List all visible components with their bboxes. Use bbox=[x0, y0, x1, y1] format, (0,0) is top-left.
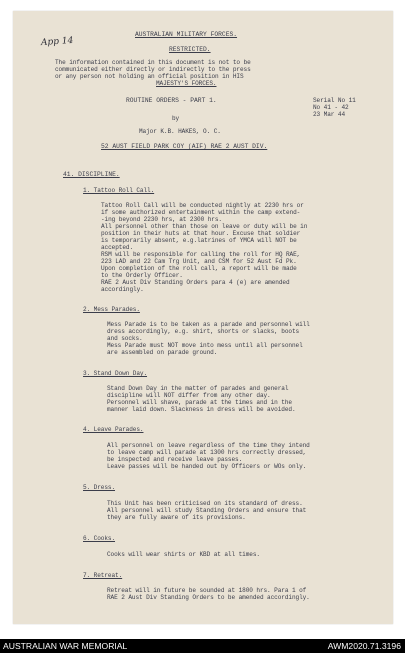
item-title: 4. Leave Parades. bbox=[83, 426, 144, 433]
section-title: 41. DISCIPLINE. bbox=[63, 171, 120, 178]
item-title: 1. Tattoo Roll Call. bbox=[83, 187, 155, 194]
item-title: 3. Stand Down Day. bbox=[83, 370, 148, 377]
item-line: and socks. bbox=[107, 335, 143, 342]
item-line: discipline will NOT differ from any other day. bbox=[107, 392, 271, 399]
item-line: All personnel will study Standing Orders and ensure that bbox=[107, 507, 307, 514]
item-line: is temporarily absent, e.g.latrines of YMCA will NOT be bbox=[101, 237, 297, 244]
item-line: Leave passes will be handed out by Officers or WOs only. bbox=[107, 463, 307, 470]
item-line: dress accordingly, e.g. shirt, shorts or slacks, boots bbox=[107, 328, 300, 335]
item-line: Retreat will in future be sounded at 1800 hrs. Para 1 of bbox=[107, 587, 307, 594]
item-line: This Unit has been criticised on its standard of dress. bbox=[107, 500, 303, 507]
item-line: accordingly. bbox=[101, 286, 144, 293]
item-line: to leave camp will parade at 1300 hrs correctly dressed, bbox=[107, 449, 307, 456]
archive-footer bbox=[0, 639, 405, 653]
item-line: All personnel other than those on leave or duty will be in bbox=[101, 223, 308, 230]
notice-line: communicated either directly or indirectly to the press bbox=[55, 66, 251, 73]
item-line: RSM will be responsible for calling the roll for HQ RAE, bbox=[101, 251, 301, 258]
handwritten-annotation: App 14 bbox=[40, 35, 74, 49]
item-line: Stand Down Day in the matter of parades and general bbox=[107, 385, 289, 392]
serial-line: 23 Mar 44 bbox=[313, 111, 346, 118]
item-line: -ing beyond 2230 hrs, at 2300 hrs. bbox=[101, 216, 222, 223]
item-line: Mess Parade must NOT move into mess until all personnel bbox=[107, 342, 303, 349]
item-line: to the Orderly Officer. bbox=[101, 272, 183, 279]
signatory: Major K.B. HAKES, O. C. bbox=[139, 128, 221, 135]
item-line: RAE 2 Aust Div Standing Orders to be amended accordingly. bbox=[107, 594, 310, 601]
serial-line: Serial No 11 bbox=[313, 97, 356, 104]
item-line: Cooks will wear shirts or KBD at all times. bbox=[107, 551, 260, 558]
item-line: Upon completion of the roll call, a report will be made bbox=[101, 265, 297, 272]
unit-name: 52 AUST FIELD PARK COY (AIF) RAE 2 AUST DIV. bbox=[101, 143, 268, 150]
item-line: Tattoo Roll Call will be conducted nightly at 2230 hrs or bbox=[101, 202, 304, 209]
item-title: 2. Mess Parades. bbox=[83, 306, 140, 313]
item-line: manner laid down. Slackness in dress will be avoided. bbox=[107, 406, 296, 413]
item-line: if some authorized entertainment within the camp extend- bbox=[101, 209, 301, 216]
item-line: All personnel on leave regardless of the time they intend bbox=[107, 442, 310, 449]
item-line: accepted. bbox=[101, 244, 134, 251]
notice-line: MAJESTY'S FORCES. bbox=[156, 80, 217, 87]
item-title: 6. Cooks. bbox=[83, 535, 116, 542]
notice-line: The information contained in this document is not to be bbox=[55, 59, 251, 66]
item-line: Mess Parade is to be taken as a parade and personnel will bbox=[107, 321, 310, 328]
item-line: be inspected and receive leave passes. bbox=[107, 456, 243, 463]
serial-line: No 41 - 42 bbox=[313, 104, 349, 111]
archive-name: AUSTRALIAN WAR MEMORIAL bbox=[3, 641, 128, 651]
item-title: 7. Retreat. bbox=[83, 572, 123, 579]
item-title: 5. Dress. bbox=[83, 484, 116, 491]
archive-reference: AWM2020.71.3196 bbox=[327, 641, 401, 651]
unit-heading: AUSTRALIAN MILITARY FORCES. bbox=[135, 31, 238, 38]
item-line: Personnel will shave, parade at the times and in the bbox=[107, 399, 292, 406]
classification-label: RESTRICTED. bbox=[169, 46, 211, 53]
item-line: 223 LAD and 22 Cam Trg Unit, and CSM for 52 Aust Fd Pk. bbox=[101, 258, 297, 265]
item-line: RAE 2 Aust Div Standing Orders para 4 (e) are amended bbox=[101, 279, 290, 286]
by-label: by bbox=[172, 115, 180, 122]
document-page bbox=[13, 11, 393, 624]
orders-title: ROUTINE ORDERS - PART 1. bbox=[126, 97, 217, 104]
notice-line: or any person not holding an official position in HIS bbox=[55, 73, 244, 80]
item-line: are assembled on parade ground. bbox=[107, 349, 218, 356]
item-line: they are fully aware of its provisions. bbox=[107, 514, 246, 521]
item-line: position in their huts at that hour. Excuse that soldier bbox=[101, 230, 301, 237]
